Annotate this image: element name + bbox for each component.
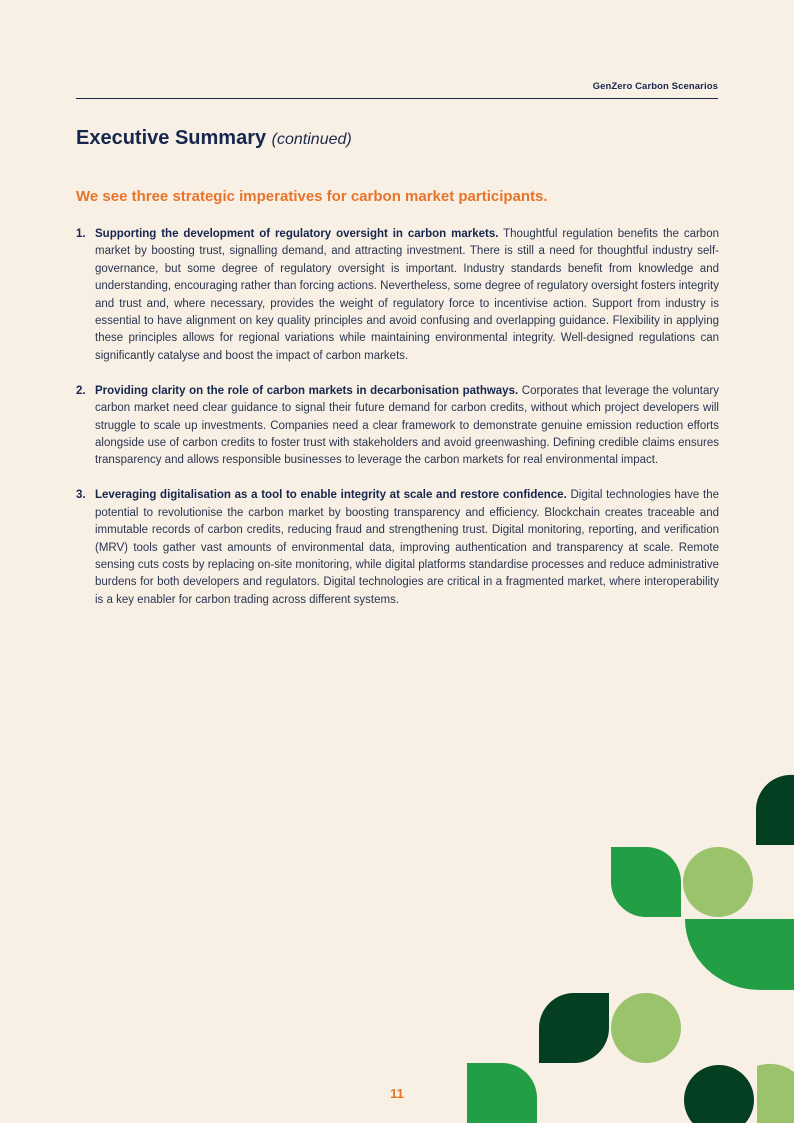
light-green-circle bbox=[683, 847, 753, 917]
imperative-number: 2. bbox=[76, 384, 86, 397]
imperative-number: 1. bbox=[76, 228, 86, 240]
imperative-lead: Supporting the development of regulatory oversight in carbon markets. bbox=[95, 228, 499, 240]
dark-green-leaf-shape bbox=[539, 993, 609, 1063]
imperative-lead: Leveraging digitalisation as a tool to enable integrity at scale and restore confidence. bbox=[95, 489, 567, 502]
page-number: 11 bbox=[390, 1086, 404, 1101]
green-leaf-shape bbox=[611, 847, 681, 917]
imperative-body: Corporates that leverage the voluntary carbon market need clear guidance to signal their future demand for carbon credits, without which project developers will struggle to scale up investments. Companies need a clear framework to demonstrate genuine emission reduction efforts alongside use of carbon credits to foster trust with stakeholders and avoid greenwashing. Defining credible claims ensures transparency and allows responsible businesses to leverage the carbon markets for real environmental impact. bbox=[95, 384, 719, 467]
imperative-lead: Providing clarity on the role of carbon markets in decarbonisation pathways. bbox=[95, 384, 519, 397]
imperative-body: Thoughtful regulation benefits the carbon market by boosting trust, signalling demand, and attracting investment. There is still a need for thoughtful industry self-governance, but some degree of regulatory oversight is important. Industry standards benefit from knowledge and understanding, encouraging rather than forcing actions. Nevertheless, some degree of regulatory oversight fosters integrity and trust and, where necessary, provides the weight of regulatory force to incentivise action. Support from industry is essential to have alignment on key quality principles and avoid confusing and overlapping guidance. Flexibility in applying these principles allows for regional variations while maintaining environmental integrity. Well-designed regulations can significantly catalyse and boost the impact of carbon markets. bbox=[95, 228, 719, 362]
running-header: GenZero Carbon Scenarios bbox=[592, 81, 718, 92]
imperatives-heading: We see three strategic imperatives for carbon market participants. bbox=[76, 188, 548, 205]
section-title-continued: (continued) bbox=[271, 131, 352, 148]
light-green-circle bbox=[611, 993, 681, 1063]
section-title-main: Executive Summary bbox=[76, 127, 267, 149]
dark-green-half-circle bbox=[756, 775, 794, 845]
green-half-bowl bbox=[685, 919, 794, 990]
imperative-body: Digital technologies have the potential to revolutionise the carbon market by boosting transparency and efficiency. Blockchain creates traceable and immutable records of carbon credits, reducing fraud and strengthening trust. Digital monitoring, reporting, and verification (MRV) tools gather vast amounts of environmental data, improving authentication and transparency at scale. Remote sensing cuts costs by replacing on-site monitoring, while digital platforms standardise processes and reduce administrative burdens for both developers and regulators. Digital technologies are critical in a fragmented market, where interoperability is a key enabler for carbon trading across different systems. bbox=[95, 489, 719, 606]
imperative-number: 3. bbox=[76, 489, 86, 502]
